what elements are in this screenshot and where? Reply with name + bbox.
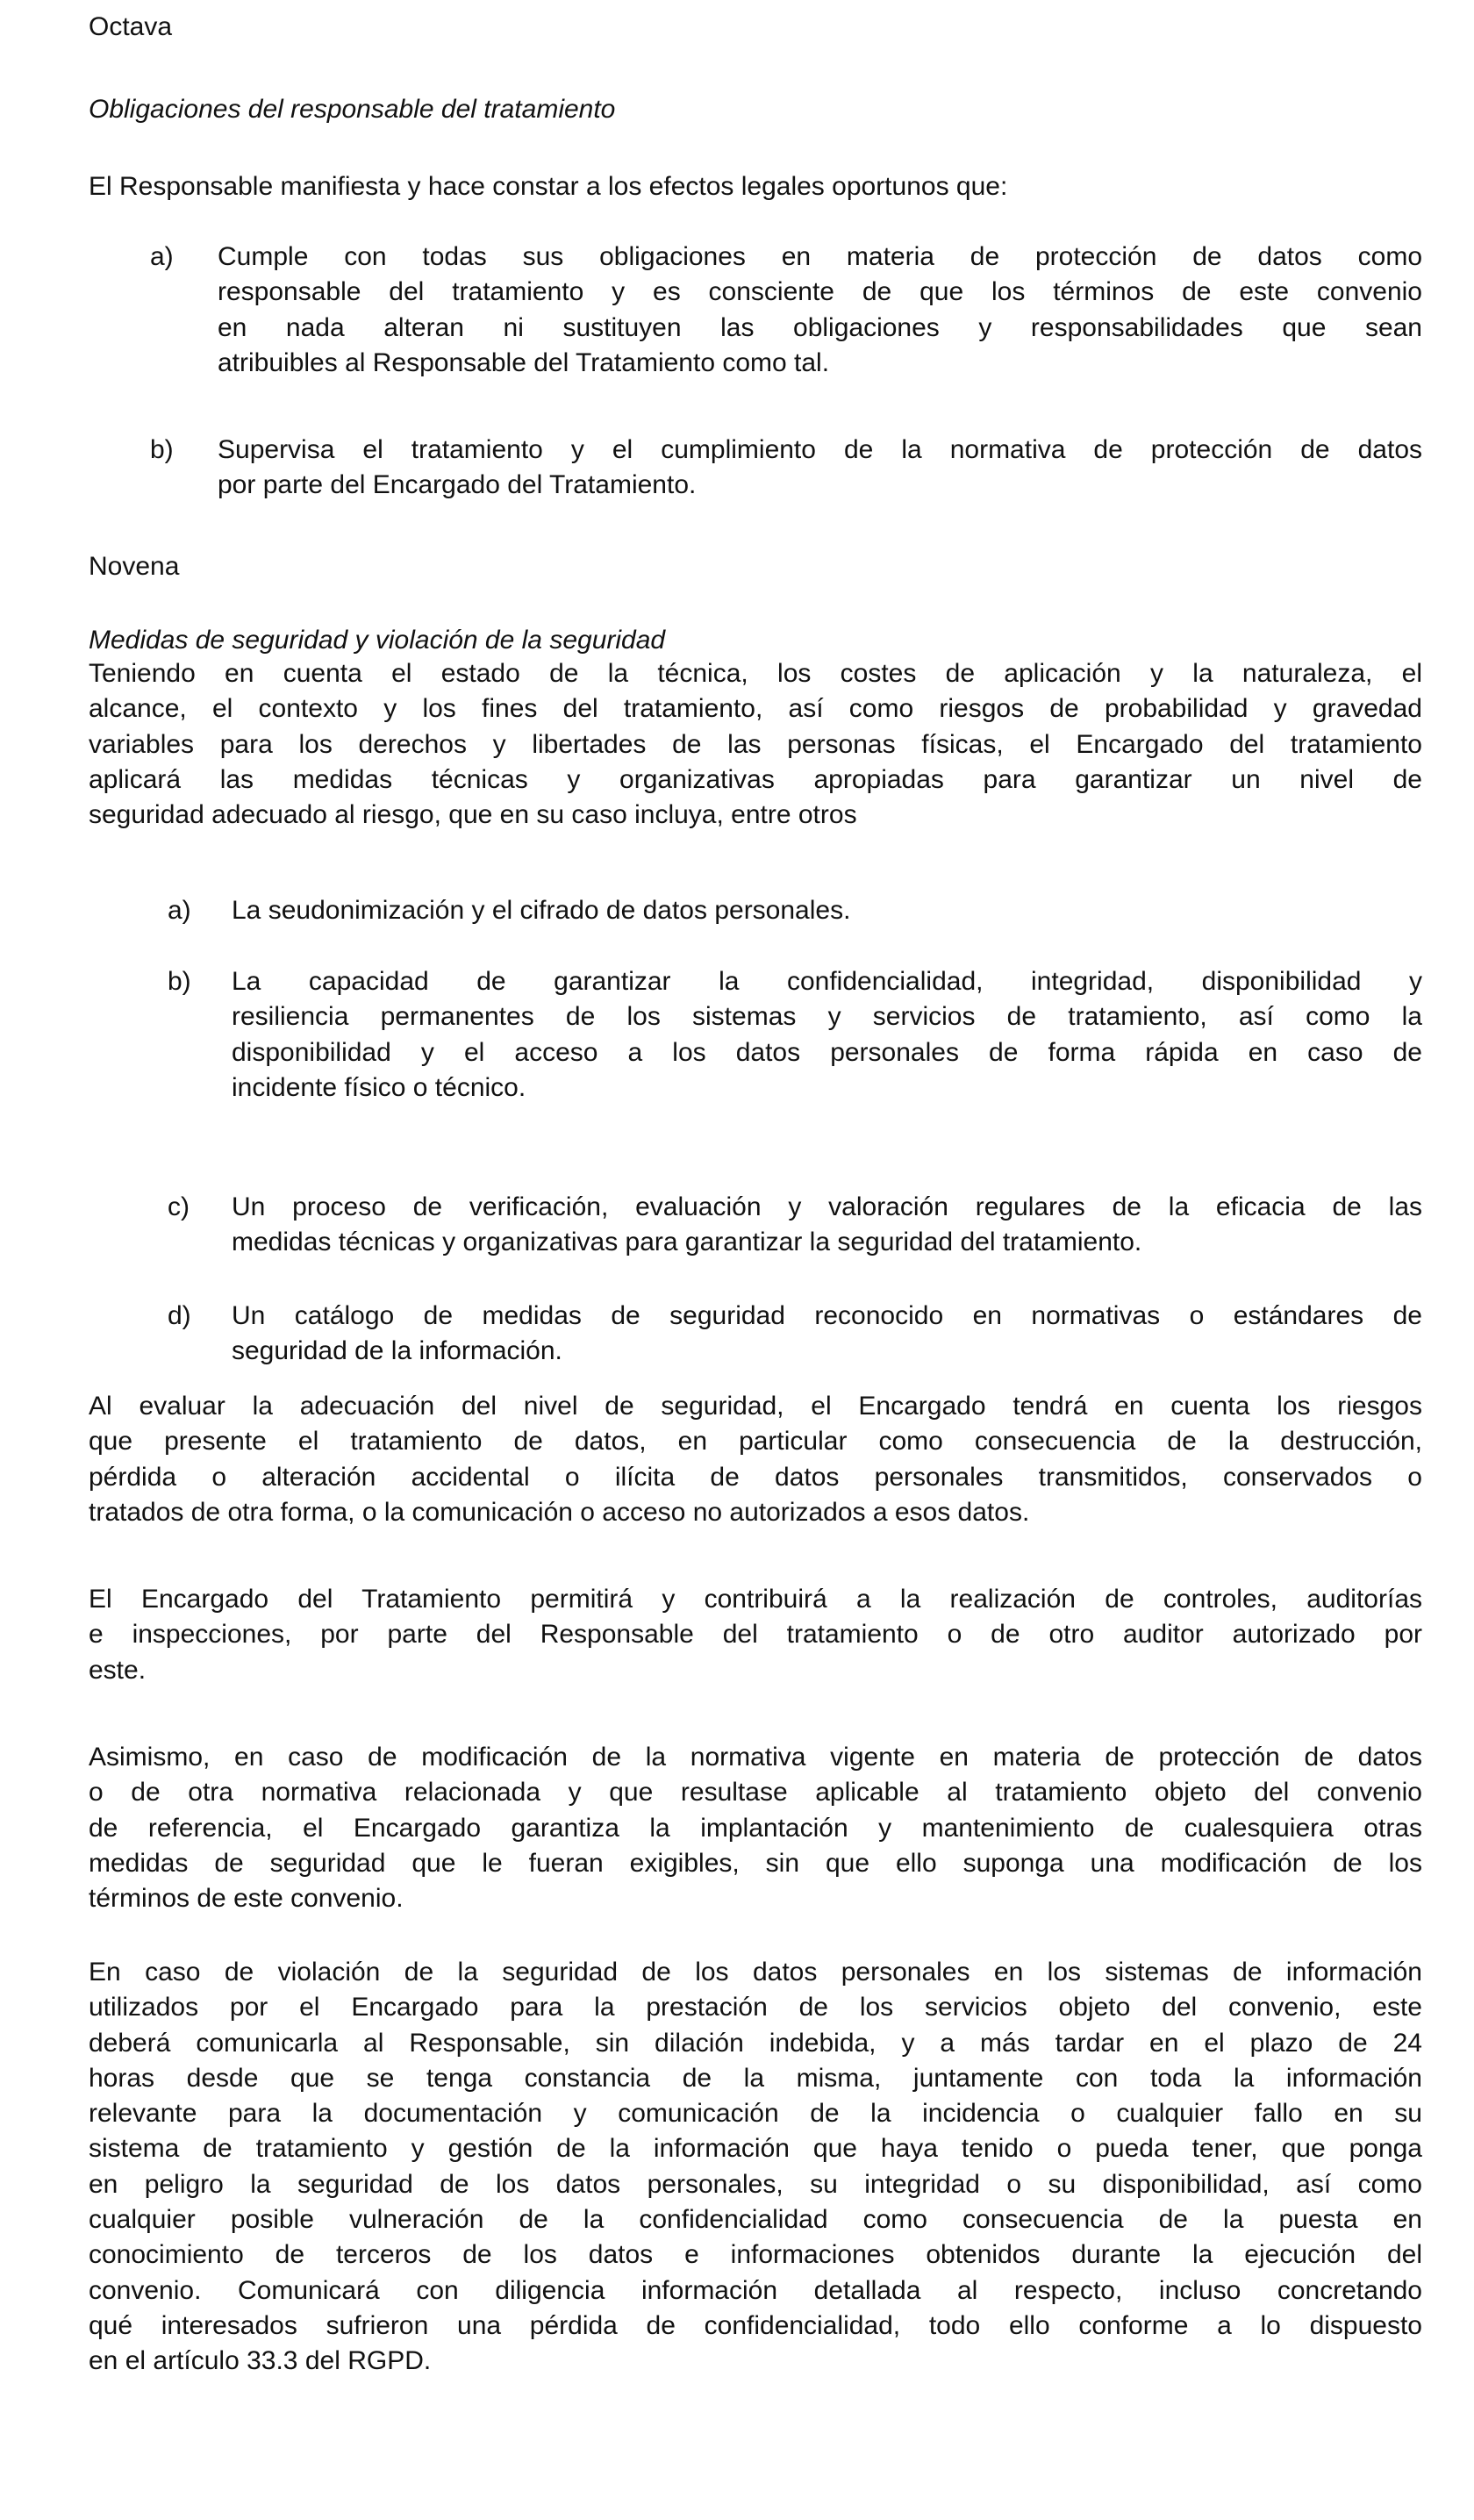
text-line: de referencia, el Encargado garantiza la implantación y mantenimiento de cualesquiera otras bbox=[89, 1813, 1422, 1843]
text-line: aplicará las medidas técnicas y organizativas apropiadas para garantizar un nivel de bbox=[89, 764, 1422, 794]
text-line: En caso de violación de la seguridad de los datos personales en los sistemas de información bbox=[89, 1958, 1422, 1987]
paragraph bbox=[89, 169, 1422, 204]
clause-subheading-novena: Medidas de seguridad y violación de la seguridad bbox=[89, 626, 666, 655]
list-item bbox=[218, 433, 1422, 504]
list-label: a) bbox=[168, 896, 191, 925]
list-item bbox=[232, 1299, 1422, 1370]
text-line: variables para los derechos y libertades de las personas físicas, el Encargado del tratamiento bbox=[89, 729, 1422, 759]
text-line: cualquier posible vulneración de la confidencialidad como consecuencia de la puesta en bbox=[89, 2205, 1422, 2235]
text-line: que presente el tratamiento de datos, en particular como consecuencia de la destrucción, bbox=[89, 1427, 1422, 1457]
paragraph bbox=[89, 1582, 1422, 1688]
list-item bbox=[232, 964, 1422, 1106]
text-line: El Responsable manifiesta y hace constar a los efectos legales oportunos que: bbox=[89, 172, 1008, 201]
text-line: sistema de tratamiento y gestión de la información que haya tenido o pueda tener, que ponga bbox=[89, 2134, 1422, 2164]
text-line: términos de este convenio. bbox=[89, 1884, 404, 1914]
paragraph bbox=[89, 656, 1422, 833]
text-line: pérdida o alteración accidental o ilícita de datos personales transmitidos, conservados o bbox=[89, 1462, 1422, 1492]
text-line: conocimiento de terceros de los datos e informaciones obtenidos durante la ejecución del bbox=[89, 2240, 1422, 2270]
text-line: en el artículo 33.3 del RGPD. bbox=[89, 2346, 432, 2376]
text-line: este. bbox=[89, 1655, 147, 1685]
text-line: convenio. Comunicará con diligencia información detallada al respecto, incluso concretando bbox=[89, 2275, 1422, 2305]
text-line: Teniendo en cuenta el estado de la técnica, los costes de aplicación y la naturaleza, el bbox=[89, 659, 1422, 688]
list-label: a) bbox=[150, 242, 174, 271]
paragraph bbox=[89, 1389, 1422, 1530]
list-label: c) bbox=[168, 1192, 190, 1221]
text-line: medidas técnicas y organizativas para garantizar la seguridad del tratamiento. bbox=[232, 1228, 1142, 1257]
text-line: Al evaluar la adecuación del nivel de seguridad, el Encargado tendrá en cuenta los riesgos bbox=[89, 1392, 1422, 1421]
clause-heading-novena: Novena bbox=[89, 552, 180, 581]
text-line: Asimismo, en caso de modificación de la normativa vigente en materia de protección de datos bbox=[89, 1743, 1422, 1772]
text-line: incidente físico o técnico. bbox=[232, 1072, 526, 1102]
text-line: resiliencia permanentes de los sistemas y servicios de tratamiento, así como la bbox=[232, 1002, 1422, 1032]
text-line: seguridad adecuado al riesgo, que en su caso incluya, entre otros bbox=[89, 800, 857, 830]
list-item bbox=[232, 893, 1422, 928]
text-line: La capacidad de garantizar la confidencialidad, integridad, disponibilidad y bbox=[232, 967, 1422, 996]
text-line: qué interesados sufrieron una pérdida de confidencialidad, todo ello conforme a lo dispuesto bbox=[89, 2310, 1422, 2340]
text-line: La seudonimización y el cifrado de datos personales. bbox=[232, 896, 851, 925]
text-line: medidas de seguridad que le fueran exigibles, sin que ello suponga una modificación de los bbox=[89, 1848, 1422, 1878]
text-line: Un catálogo de medidas de seguridad reconocido en normativas o estándares de bbox=[232, 1301, 1422, 1330]
text-line: utilizados por el Encargado para la prestación de los servicios objeto del convenio, este bbox=[89, 1993, 1422, 2022]
list-item bbox=[218, 240, 1422, 381]
text-line: Supervisa el tratamiento y el cumplimiento de la normativa de protección de datos bbox=[218, 435, 1422, 464]
text-line: en peligro la seguridad de los datos personales, su integridad o su disponibilidad, así como bbox=[89, 2169, 1422, 2199]
text-line: atribuibles al Responsable del Tratamiento como tal. bbox=[218, 347, 830, 377]
list-item bbox=[232, 1190, 1422, 1261]
text-line: El Encargado del Tratamiento permitirá y contribuirá a la realización de controles, auditorías bbox=[89, 1585, 1422, 1614]
clause-heading-octava: Octava bbox=[89, 12, 173, 41]
text-line: seguridad de la información. bbox=[232, 1336, 562, 1366]
list-label: b) bbox=[150, 435, 174, 464]
clause-subheading-octava: Obligaciones del responsable del tratamiento bbox=[89, 95, 616, 124]
text-line: disponibilidad y el acceso a los datos personales de forma rápida en caso de bbox=[232, 1037, 1422, 1067]
text-line: alcance, el contexto y los fines del tratamiento, así como riesgos de probabilidad y gravedad bbox=[89, 694, 1422, 724]
text-line: por parte del Encargado del Tratamiento. bbox=[218, 470, 697, 500]
text-line: horas desde que se tenga constancia de la misma, juntamente con toda la información bbox=[89, 2063, 1422, 2093]
text-line: responsable del tratamiento y es consciente de que los términos de este convenio bbox=[218, 277, 1422, 307]
text-line: relevante para la documentación y comunicación de la incidencia o cualquier fallo en su bbox=[89, 2099, 1422, 2129]
list-label: b) bbox=[168, 967, 191, 996]
text-line: e inspecciones, por parte del Responsable del tratamiento o de otro auditor autorizado por bbox=[89, 1620, 1422, 1650]
list-label: d) bbox=[168, 1301, 191, 1330]
paragraph bbox=[89, 1740, 1422, 1916]
text-line: en nada alteran ni sustituyen las obligaciones y responsabilidades que sean bbox=[218, 312, 1422, 342]
text-line: Un proceso de verificación, evaluación y valoración regulares de la eficacia de las bbox=[232, 1192, 1422, 1221]
text-line: Cumple con todas sus obligaciones en materia de protección de datos como bbox=[218, 242, 1422, 271]
text-line: tratados de otra forma, o la comunicación o acceso no autorizados a esos datos. bbox=[89, 1497, 1030, 1527]
paragraph bbox=[89, 1955, 1422, 2380]
text-line: deberá comunicarla al Responsable, sin dilación indebida, y a más tardar en el plazo de 24 bbox=[89, 2028, 1422, 2058]
text-line: o de otra normativa relacionada y que resultase aplicable al tratamiento objeto del convenio bbox=[89, 1778, 1422, 1808]
